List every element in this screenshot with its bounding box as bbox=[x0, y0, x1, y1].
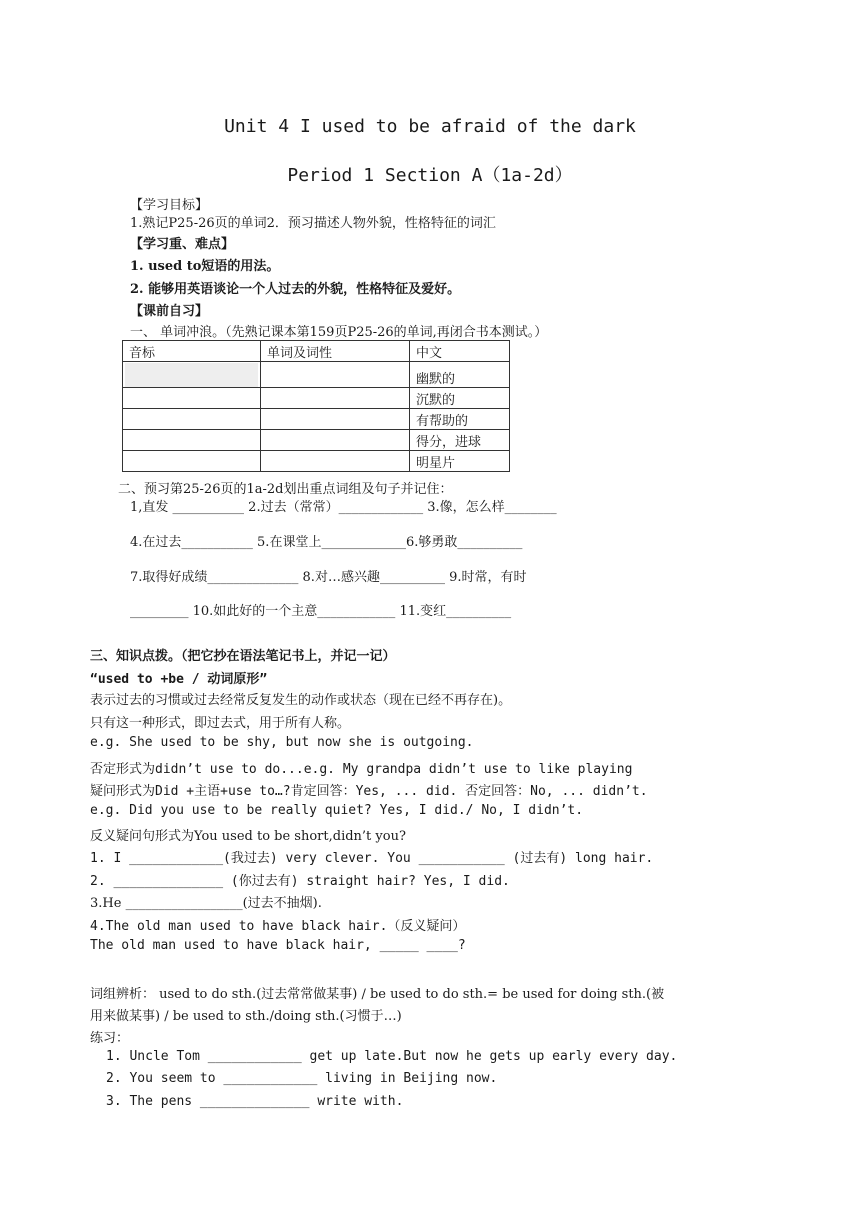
grammar-line: 表示过去的习惯或过去经常反复发生的动作或状态（现在已经不再存在)。 bbox=[90, 693, 512, 708]
goals-heading: 【学习目标】 bbox=[130, 198, 209, 213]
table-row bbox=[123, 388, 510, 409]
header-phonetic: 音标 bbox=[123, 341, 261, 362]
key-point-1: 1. used to短语的用法。 bbox=[130, 259, 280, 274]
section-3-heading: 三、知识点拨。（把它抄在语法笔记书上，并记一记） bbox=[90, 649, 396, 664]
exercise-line: The old man used to have black hair, _____ ____? bbox=[90, 938, 466, 953]
chinese-cell: 有帮助的 bbox=[410, 409, 510, 430]
header-chinese: 中文 bbox=[410, 341, 510, 362]
practice-item: 3. The pens ______________ write with. bbox=[106, 1094, 404, 1109]
word-cell[interactable] bbox=[261, 409, 410, 430]
key-point-2: 2. 能够用英语谈论一个人过去的外貌，性格特征及爱好。 bbox=[130, 282, 461, 297]
section-2-heading: 二、预习第25-26页的1a-2d划出重点词组及句子并记住： bbox=[118, 482, 453, 497]
section-1-heading: 一、 单词冲浪。（先熟记课本第159页P25-26的单词,再闭合书本测试。） bbox=[130, 325, 548, 340]
exercise-line: 1. I ____________(我过去) very clever. You ___________ (过去有) long hair. bbox=[90, 851, 654, 866]
chinese-cell: 沉默的 bbox=[410, 388, 510, 409]
phonetic-cell[interactable] bbox=[123, 362, 261, 388]
word-cell[interactable] bbox=[261, 362, 410, 388]
table-row bbox=[123, 362, 510, 388]
table-row bbox=[123, 451, 510, 472]
key-heading: 【学习重、难点】 bbox=[130, 237, 235, 252]
header-word: 单词及词性 bbox=[261, 341, 410, 362]
vocab-table bbox=[122, 340, 510, 472]
distinction-line-1: 词组辨析： used to do sth.(过去常常做某事) / be used to do sth.= be used for doing sth.(被 bbox=[90, 987, 665, 1002]
word-cell[interactable] bbox=[261, 430, 410, 451]
practice-heading: 练习： bbox=[90, 1031, 130, 1046]
table-header-row bbox=[123, 341, 510, 362]
preview-heading: 【课前自习】 bbox=[130, 304, 209, 319]
grammar-line: 疑问形式为Did +主语+use to…?肯定回答：Yes, ... did. 否定回答：No, ... didn’t. bbox=[90, 784, 648, 799]
chinese-cell: 明星片 bbox=[410, 451, 510, 472]
word-cell[interactable] bbox=[261, 388, 410, 409]
page-subtitle: Period 1 Section A（1a-2d） bbox=[287, 165, 573, 186]
grammar-title: “used to +be / 动词原形” bbox=[90, 672, 268, 687]
grammar-line: 只有这一种形式，即过去式，用于所有人称。 bbox=[90, 716, 351, 731]
word-cell[interactable] bbox=[261, 451, 410, 472]
exercise-line: 4.The old man used to have black hair.（反义疑问） bbox=[90, 919, 466, 934]
phonetic-cell[interactable] bbox=[123, 388, 261, 409]
goals-text: 1.熟记P25-26页的单词2．预习描述人物外貌，性格特征的词汇 bbox=[130, 216, 496, 231]
grammar-line: 否定形式为didn’t use to do...e.g. My grandpa didn’t use to like playing bbox=[90, 762, 633, 777]
chinese-cell: 得分，进球 bbox=[410, 430, 510, 451]
phrase-line-1: 1,直发 ___________ 2.过去（常常）_____________ 3.像，怎么样________ bbox=[130, 500, 557, 515]
phrase-line-4: _________ 10.如此好的一个主意____________ 11.变红__________ bbox=[130, 604, 512, 619]
table-row bbox=[123, 430, 510, 451]
practice-item: 2. You seem to ____________ living in Beijing now. bbox=[106, 1071, 498, 1086]
distinction-line-2: 用来做某事) / be used to sth./doing sth.(习惯于…) bbox=[90, 1009, 402, 1024]
page-title: Unit 4 I used to be afraid of the dark bbox=[224, 116, 636, 137]
phrase-line-2: 4.在过去___________ 5.在课堂上_____________6.够勇敢__________ bbox=[130, 535, 523, 550]
chinese-cell: 幽默的 bbox=[410, 362, 510, 388]
grammar-line: e.g. She used to be shy, but now she is outgoing. bbox=[90, 735, 474, 750]
phrase-line-3: 7.取得好成绩______________ 8.对…感兴趣__________ 9.时常，有时 bbox=[130, 570, 527, 585]
phonetic-cell[interactable] bbox=[123, 451, 261, 472]
phonetic-cell[interactable] bbox=[123, 430, 261, 451]
practice-item: 1. Uncle Tom ____________ get up late.But now he gets up early every day. bbox=[106, 1049, 678, 1064]
phonetic-cell[interactable] bbox=[123, 409, 261, 430]
exercise-line: 2. ______________ (你过去有) straight hair? Yes, I did. bbox=[90, 874, 510, 889]
exercise-line: 3.He __________________(过去不抽烟). bbox=[90, 896, 322, 911]
grammar-line: 反义疑问句形式为You used to be short,didn’t you? bbox=[90, 829, 406, 844]
table-row bbox=[123, 409, 510, 430]
grammar-line: e.g. Did you use to be really quiet? Yes, I did./ No, I didn’t. bbox=[90, 803, 584, 818]
